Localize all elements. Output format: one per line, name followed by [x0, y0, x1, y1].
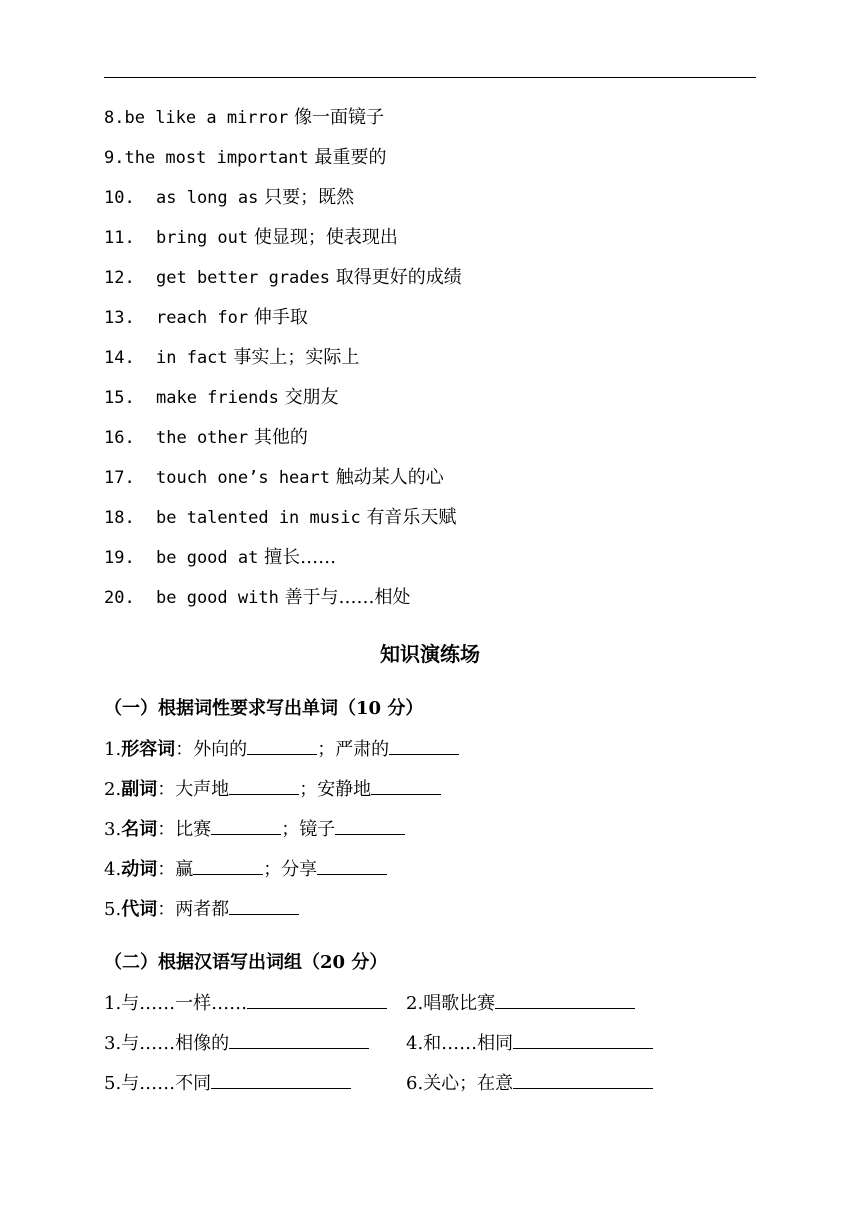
- phrase-item-20: 20. be good with 善于与……相处: [104, 587, 411, 608]
- answer-blank[interactable]: [229, 778, 299, 795]
- part1-item-1: 1.形容词：外向的 ；严肃的: [104, 738, 459, 761]
- answer-blank[interactable]: [335, 818, 405, 835]
- section-title: 知识演练场: [380, 642, 480, 666]
- part1-item-5: 5.代词：两者都: [104, 898, 299, 921]
- answer-blank[interactable]: [495, 992, 635, 1009]
- part2-item-1: 1.与……一样……: [104, 992, 387, 1015]
- phrase-item-8: 8.be like a mirror 像一面镜子: [104, 107, 384, 128]
- phrase-item-19: 19. be good at 擅长……: [104, 547, 337, 568]
- part2-item-3: 3.与……相像的: [104, 1032, 369, 1055]
- answer-blank[interactable]: [229, 1032, 369, 1049]
- answer-blank[interactable]: [229, 898, 299, 915]
- answer-blank[interactable]: [317, 858, 387, 875]
- part1-item-2: 2.副词：大声地 ；安静地: [104, 778, 441, 801]
- phrase-item-16: 16. the other 其他的: [104, 427, 308, 448]
- answer-blank[interactable]: [211, 818, 281, 835]
- answer-blank[interactable]: [211, 1072, 351, 1089]
- part2-item-6: 6.关心；在意: [406, 1072, 653, 1095]
- answer-blank[interactable]: [247, 738, 317, 755]
- phrase-item-17: 17. touch one’s heart 触动某人的心: [104, 467, 444, 488]
- part2-item-5: 5.与……不同: [104, 1072, 351, 1095]
- part1-item-3: 3.名词：比赛 ；镜子: [104, 818, 405, 841]
- part1-item-4: 4.动词：赢 ；分享: [104, 858, 387, 881]
- answer-blank[interactable]: [371, 778, 441, 795]
- answer-blank[interactable]: [513, 1032, 653, 1049]
- part2-item-2: 2.唱歌比赛: [406, 992, 635, 1015]
- phrase-item-11: 11. bring out 使显现；使表现出: [104, 227, 398, 248]
- phrase-item-12: 12. get better grades 取得更好的成绩: [104, 267, 462, 288]
- part2-heading: （二）根据汉语写出词组（20 分）: [104, 952, 388, 973]
- answer-blank[interactable]: [389, 738, 459, 755]
- part1-heading: （一）根据词性要求写出单词（10 分）: [104, 698, 424, 719]
- phrase-item-10: 10. as long as 只要；既然: [104, 187, 355, 208]
- answer-blank[interactable]: [513, 1072, 653, 1089]
- phrase-item-18: 18. be talented in music 有音乐天赋: [104, 507, 457, 528]
- header-rule: [104, 77, 756, 78]
- phrase-item-15: 15. make friends 交朋友: [104, 387, 339, 408]
- phrase-item-9: 9.the most important 最重要的: [104, 147, 387, 168]
- part2-item-4: 4.和……相同: [406, 1032, 653, 1055]
- answer-blank[interactable]: [193, 858, 263, 875]
- answer-blank[interactable]: [247, 992, 387, 1009]
- phrase-item-13: 13. reach for 伸手取: [104, 307, 308, 328]
- phrase-item-14: 14. in fact 事实上；实际上: [104, 347, 360, 368]
